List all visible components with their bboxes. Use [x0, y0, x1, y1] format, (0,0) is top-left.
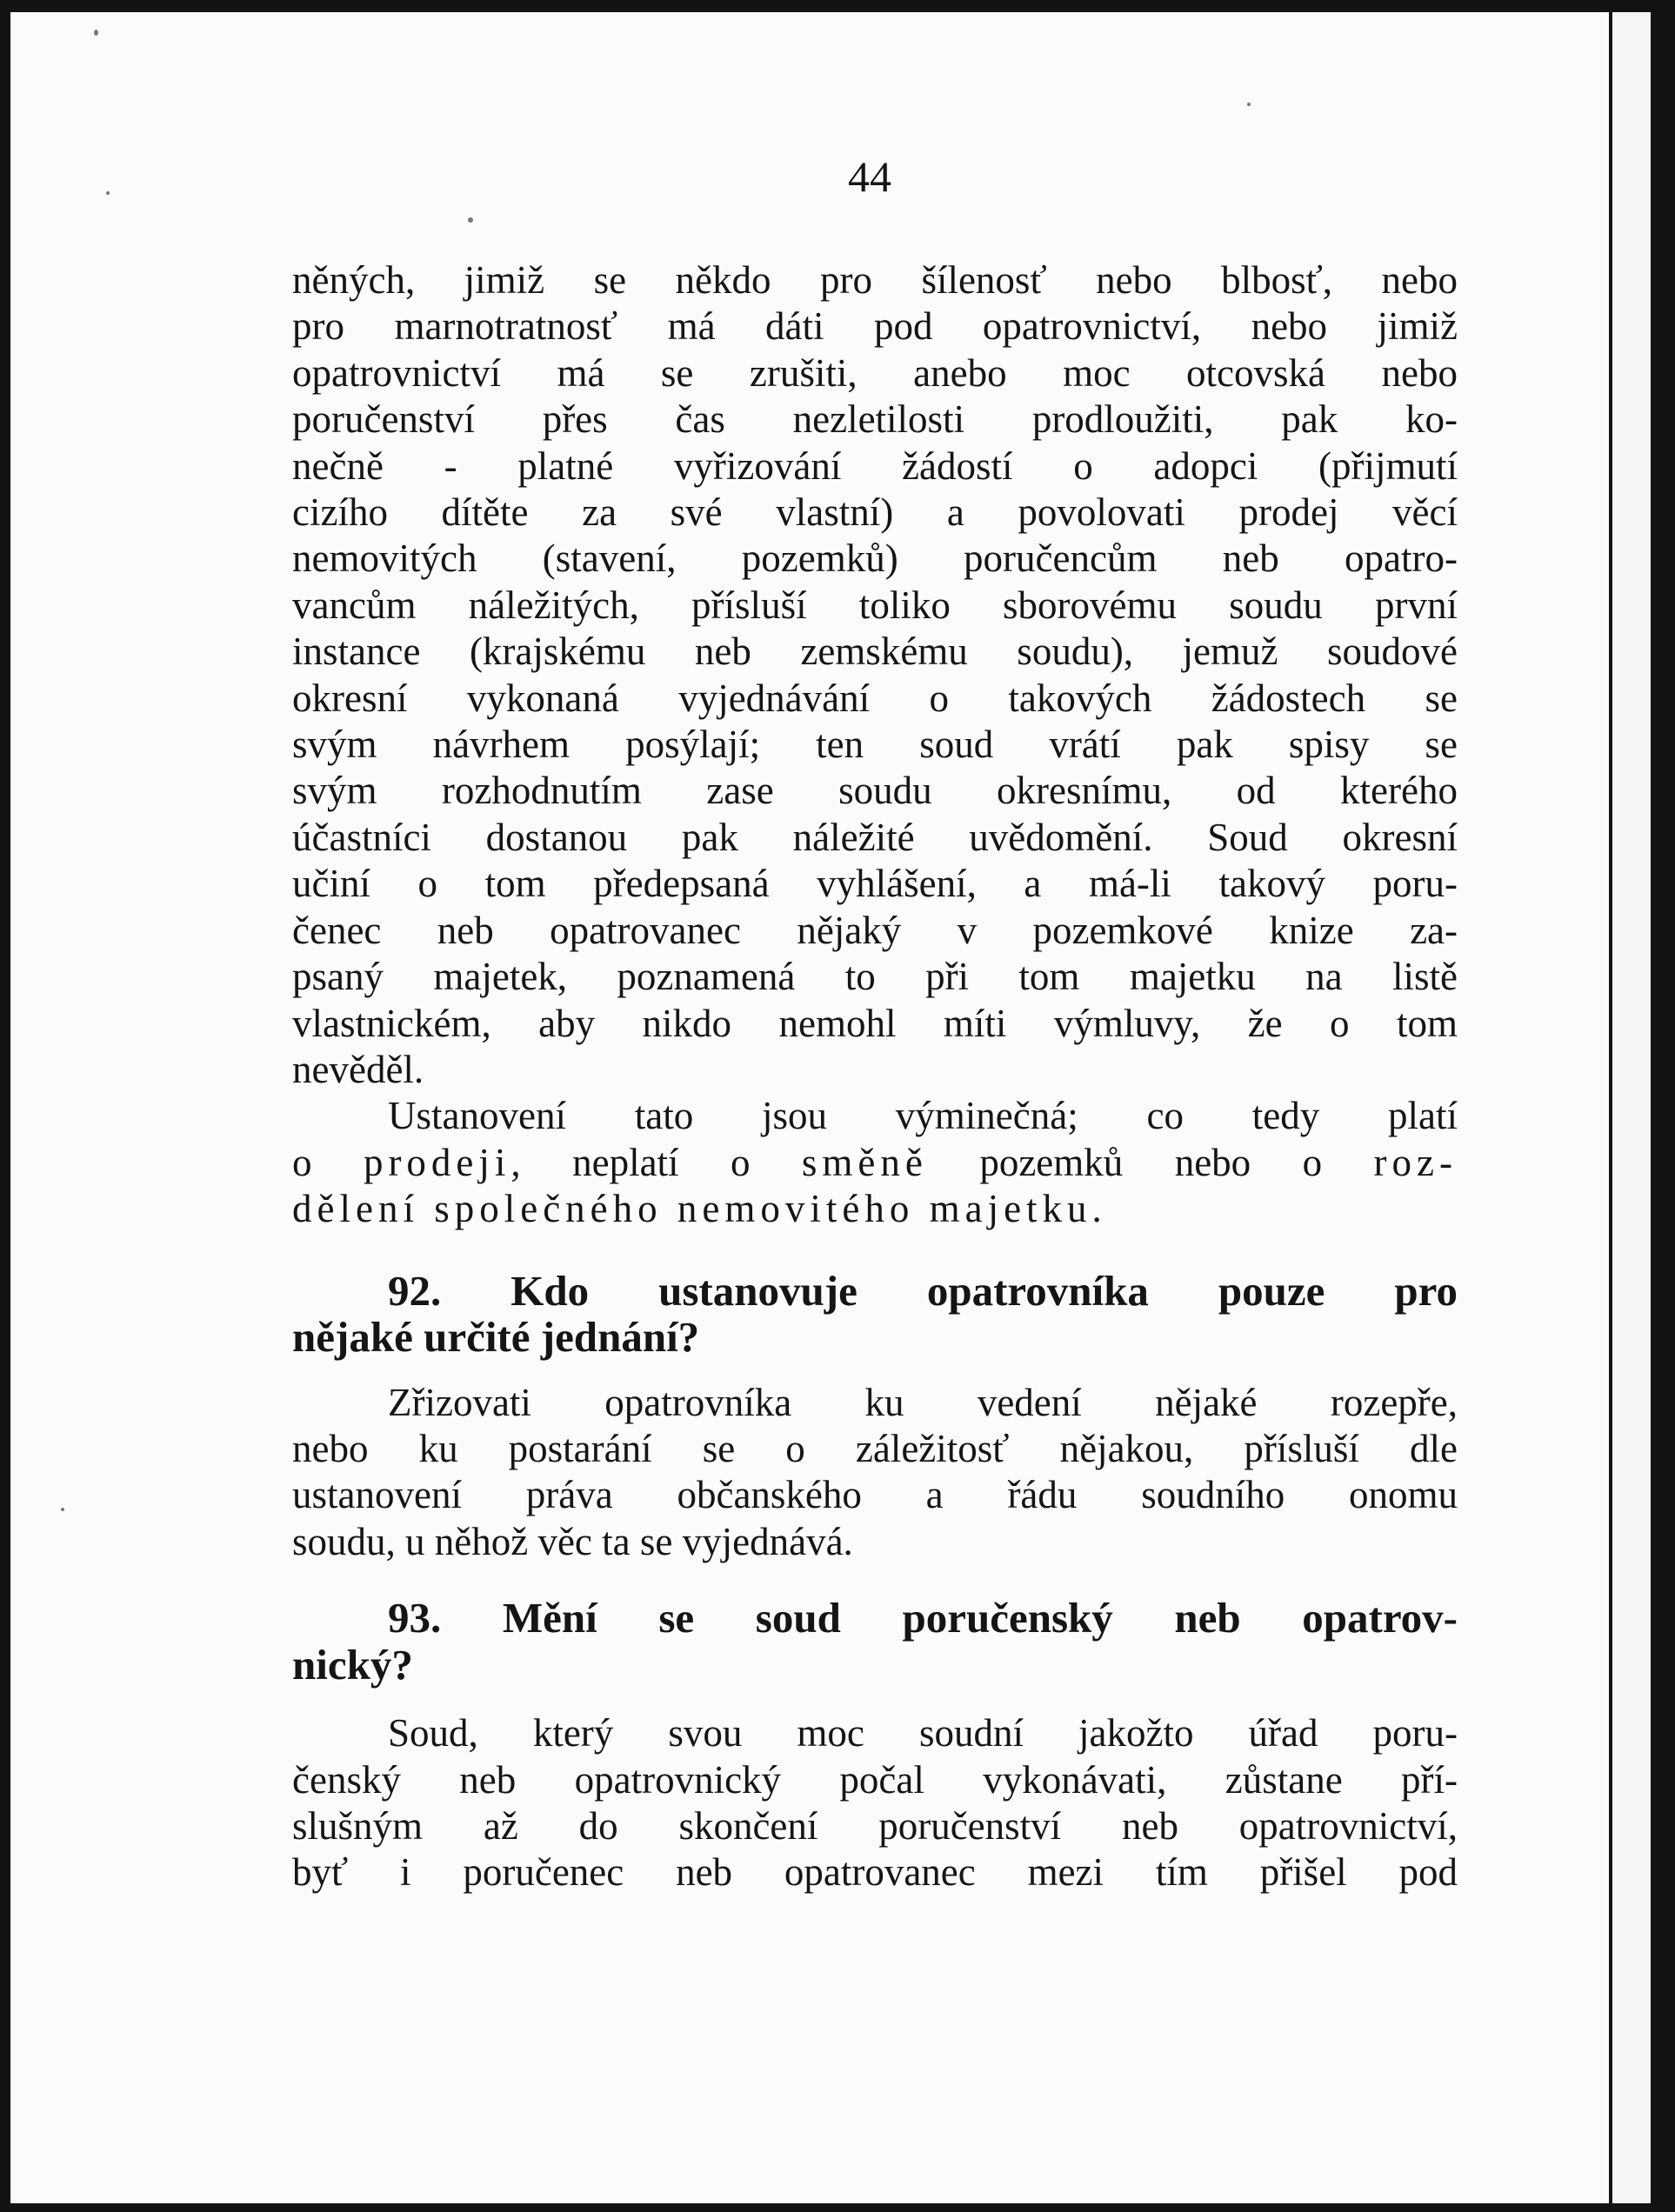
text-run: pozemků nebo o	[927, 1140, 1374, 1184]
next-page-edge	[1612, 12, 1651, 2203]
text-line: učiní o tom předepsaná vyhlášení, a má-li takový poru-	[292, 862, 1458, 906]
heading-line: nějaké určité jednání?	[292, 1313, 700, 1362]
print-speck	[468, 217, 473, 223]
emphasized-term: dělení společného nemovitého majetku	[292, 1187, 1092, 1231]
text-line: nemovitých (stavení, pozemků) poručencům neb opatro-	[292, 536, 1458, 581]
emphasized-term: roz-	[1373, 1140, 1458, 1184]
text-line: byť i poručenec neb opatrovanec mezi tím přišel pod	[292, 1850, 1458, 1895]
text-line: vlastnickém, aby nikdo nemohl míti výmluvy, že o tom	[292, 1001, 1458, 1045]
text-line: instance (krajskému neb zemskému soudu), jemuž soudové	[292, 630, 1458, 674]
text-line: čenský neb opatrovnický počal vykonávati, zůstane pří-	[292, 1757, 1458, 1802]
text-line: poručenství přes čas nezletilosti prodloužiti, pak ko-	[292, 397, 1458, 442]
page-text	[292, 257, 1458, 1896]
question-92-answer	[292, 1380, 1458, 1566]
page-number: 44	[848, 152, 891, 201]
text-line: Ustanovení tato jsou výminečná; co tedy platí	[388, 1094, 1458, 1138]
text-line	[292, 1140, 1458, 1186]
question-92-heading	[292, 1268, 1458, 1361]
text-run: .	[1091, 1187, 1102, 1231]
continuation-paragraph	[292, 257, 1458, 1093]
text-line: nevěděl.	[292, 1047, 424, 1091]
question-93-answer	[292, 1710, 1458, 1896]
text-line: vancům náležitých, přísluší toliko sborovému soudu první	[292, 583, 1458, 627]
text-line: ustanovení práva občanského a řádu soudního onomu	[292, 1473, 1458, 1517]
heading-line: 92. Kdo ustanovuje opatrovníka pouze pro	[388, 1266, 1458, 1315]
text-line	[292, 1186, 1458, 1232]
exceptions-paragraph	[292, 1093, 1458, 1232]
text-line: svým návrhem posýlají; ten soud vrátí pak spisy se	[292, 723, 1458, 767]
print-speck	[61, 1508, 64, 1511]
text-line: slušným až do skončení poručenství neb opatrovnictví,	[292, 1803, 1458, 1848]
text-run: o	[292, 1140, 364, 1184]
text-line: účastníci dostanou pak náležité uvědomění. Soud okresní	[292, 815, 1458, 859]
text-line: nebo ku postarání se o záležitosť nějakou, přísluší dle	[292, 1426, 1458, 1470]
text-line: Zřizovati opatrovníka ku vedení nějaké rozepře,	[388, 1380, 1458, 1424]
text-line: soudu, u něhož věc ta se vyjednává.	[292, 1519, 853, 1563]
text-line: okresní vykonaná vyjednávání o takových žádostech se	[292, 676, 1458, 720]
text-run: , neplatí o	[511, 1140, 802, 1184]
emphasized-term: směně	[801, 1140, 928, 1184]
text-line: cizího dítěte za své vlastní) a povolovati prodej věcí	[292, 490, 1458, 535]
text-line: pro marnotratnosť má dáti pod opatrovnictví, nebo jimiž	[292, 304, 1458, 349]
question-93-heading	[292, 1595, 1458, 1688]
heading-line: nický?	[292, 1640, 413, 1689]
text-line: čenec neb opatrovanec nějaký v pozemkové knize za-	[292, 908, 1458, 952]
text-line: něných, jimiž se někdo pro šílenosť nebo blbosť, nebo	[292, 258, 1458, 302]
text-line: psaný majetek, poznamená to při tom majetku na listě	[292, 955, 1458, 999]
print-speck	[94, 30, 98, 36]
heading-line: 93. Mění se soud poručenský neb opatrov-	[388, 1594, 1458, 1642]
text-line: Soud, který svou moc soudní jakožto úřad poru-	[388, 1711, 1458, 1756]
text-line: opatrovnictví má se zrušiti, anebo moc otcovská nebo	[292, 350, 1458, 395]
text-line: nečně - platné vyřizování žádostí o adopci (přijmutí	[292, 443, 1458, 488]
text-line: svým rozhodnutím zase soudu okresnímu, od kterého	[292, 769, 1458, 813]
emphasized-term: prodeji	[363, 1140, 511, 1184]
print-speck	[106, 191, 110, 195]
print-speck	[1247, 103, 1251, 106]
